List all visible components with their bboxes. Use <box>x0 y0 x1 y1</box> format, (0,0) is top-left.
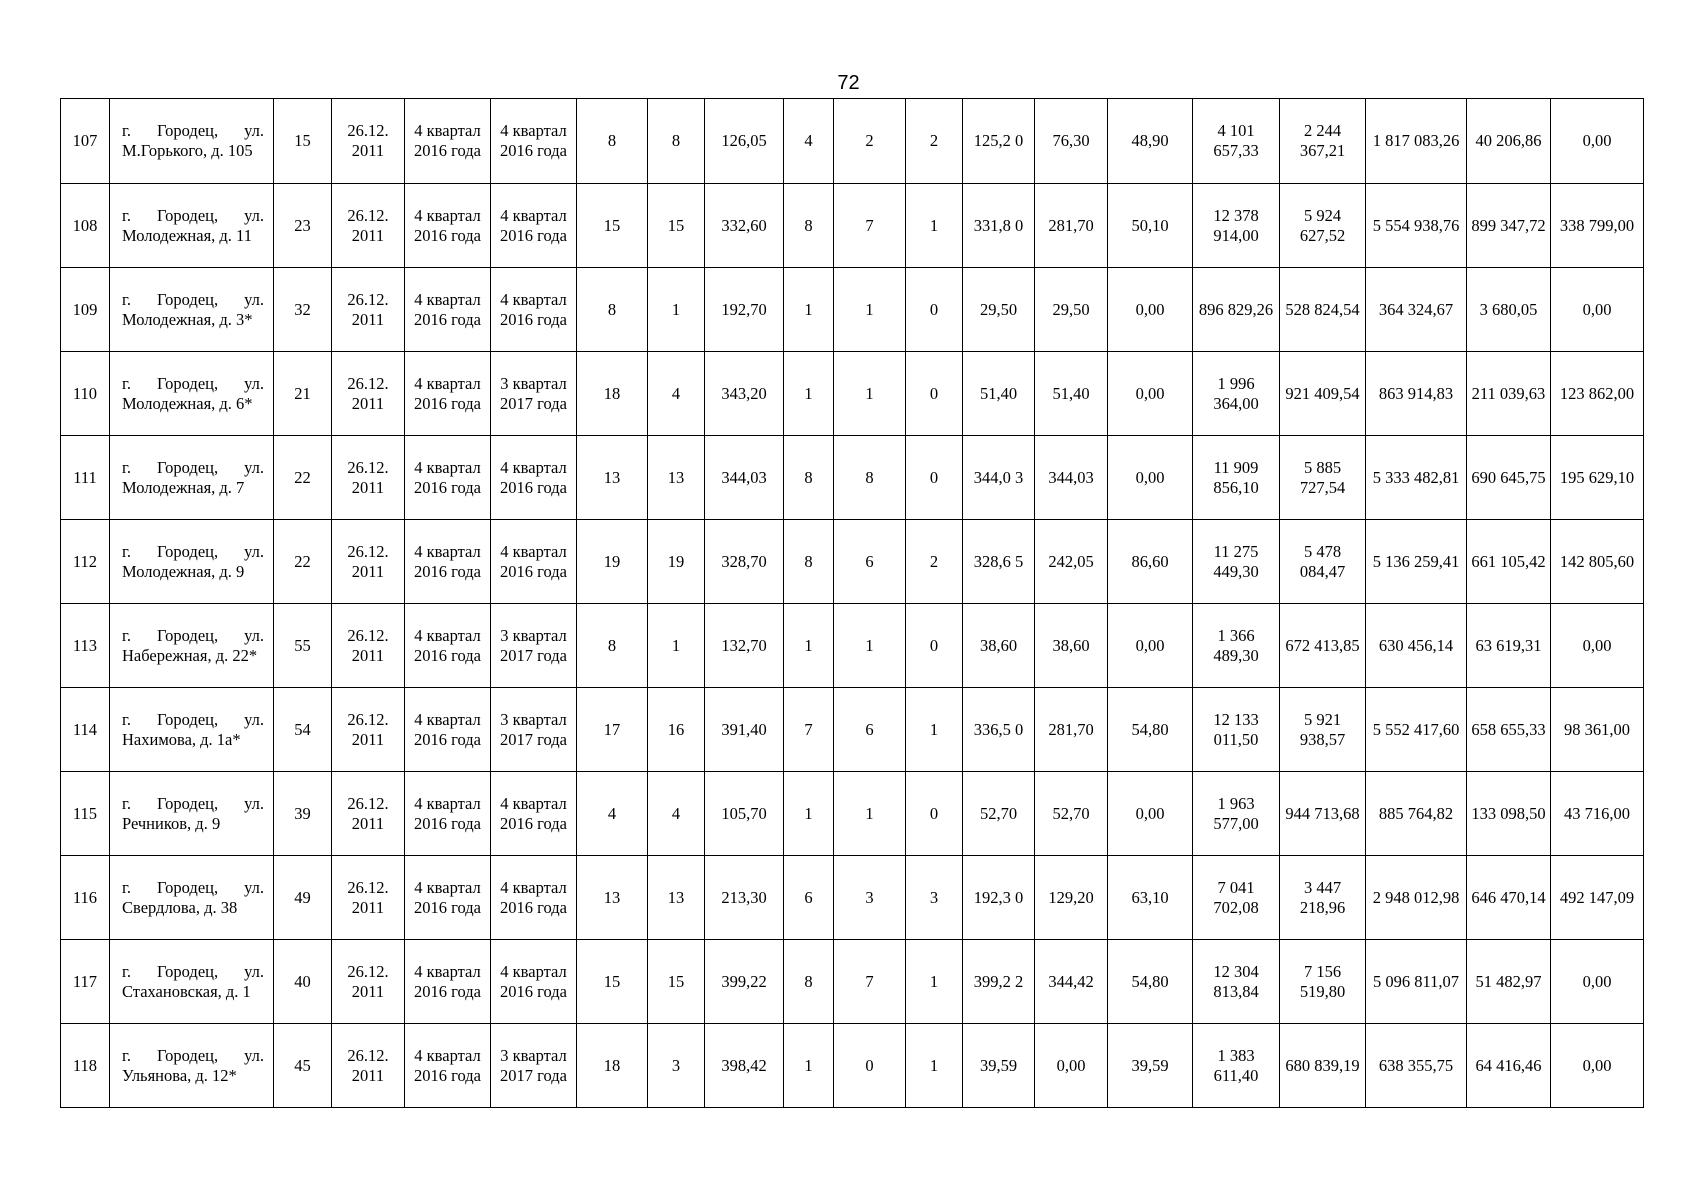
area-type-a-cell: 344,42 <box>1035 940 1108 1024</box>
address-cell: г. Городец, ул. Речников, д. 9 <box>110 772 274 856</box>
address-cell: г. Городец, ул. Молодежная, д. 3* <box>110 268 274 352</box>
apartments-count-cell: 22 <box>274 436 332 520</box>
row-number: 112 <box>61 520 110 604</box>
completion-quarter-cell: 3 квартал 2017 года <box>491 604 577 688</box>
cost-region-cell: 5 333 482,81 <box>1366 436 1467 520</box>
apartments-count-cell: 15 <box>274 99 332 184</box>
units-type-b-cell: 0 <box>906 604 963 688</box>
table-row <box>61 436 1644 520</box>
units-type-a-cell: 0 <box>834 1024 906 1108</box>
cost-region-cell: 5 554 938,76 <box>1366 184 1467 268</box>
cost-municipal-cell: 64 416,46 <box>1467 1024 1551 1108</box>
cost-total-cell: 1 963 577,00 <box>1193 772 1280 856</box>
area-resettled-cell: 39,59 <box>963 1024 1035 1108</box>
units-total-cell: 4 <box>784 99 834 184</box>
date-cell: 26.12. 2011 <box>332 604 405 688</box>
cost-municipal-cell: 3 680,05 <box>1467 268 1551 352</box>
apartments-count-cell: 22 <box>274 520 332 604</box>
row-number: 116 <box>61 856 110 940</box>
cost-municipal-cell: 658 655,33 <box>1467 688 1551 772</box>
cost-municipal-cell: 63 619,31 <box>1467 604 1551 688</box>
cost-extra-cell: 0,00 <box>1551 99 1644 184</box>
area-type-a-cell: 344,03 <box>1035 436 1108 520</box>
area-total-cell: 213,30 <box>705 856 784 940</box>
cost-region-cell: 2 948 012,98 <box>1366 856 1467 940</box>
resettled-total-cell: 8 <box>577 99 648 184</box>
units-type-b-cell: 2 <box>906 99 963 184</box>
units-type-a-cell: 6 <box>834 520 906 604</box>
planned-quarter-cell: 4 квартал 2016 года <box>405 1024 491 1108</box>
units-type-a-cell: 2 <box>834 99 906 184</box>
cost-extra-cell: 492 147,09 <box>1551 856 1644 940</box>
address-cell: г. Городец, ул. Свердлова, д. 38 <box>110 856 274 940</box>
cost-fund-cell: 5 478 084,47 <box>1280 520 1366 604</box>
apartments-count-cell: 21 <box>274 352 332 436</box>
page-number: 72 <box>837 72 860 94</box>
address-cell: г. Городец, ул. Молодежная, д. 11 <box>110 184 274 268</box>
table-row <box>61 184 1644 268</box>
resettled-count-cell: 15 <box>648 940 705 1024</box>
completion-quarter-cell: 4 квартал 2016 года <box>491 856 577 940</box>
units-type-b-cell: 1 <box>906 688 963 772</box>
units-total-cell: 1 <box>784 1024 834 1108</box>
cost-total-cell: 896 829,26 <box>1193 268 1280 352</box>
area-type-a-cell: 281,70 <box>1035 184 1108 268</box>
address-cell: г. Городец, ул. Молодежная, д. 9 <box>110 520 274 604</box>
cost-extra-cell: 0,00 <box>1551 604 1644 688</box>
cost-total-cell: 7 041 702,08 <box>1193 856 1280 940</box>
cost-municipal-cell: 40 206,86 <box>1467 99 1551 184</box>
cost-extra-cell: 43 716,00 <box>1551 772 1644 856</box>
cost-region-cell: 5 096 811,07 <box>1366 940 1467 1024</box>
planned-quarter-cell: 4 квартал 2016 года <box>405 604 491 688</box>
units-total-cell: 7 <box>784 688 834 772</box>
address-cell: г. Городец, ул. Молодежная, д. 6* <box>110 352 274 436</box>
date-cell: 26.12. 2011 <box>332 99 405 184</box>
area-type-b-cell: 86,60 <box>1108 520 1193 604</box>
cost-municipal-cell: 133 098,50 <box>1467 772 1551 856</box>
area-type-a-cell: 38,60 <box>1035 604 1108 688</box>
row-number: 118 <box>61 1024 110 1108</box>
area-type-a-cell: 51,40 <box>1035 352 1108 436</box>
cost-fund-cell: 680 839,19 <box>1280 1024 1366 1108</box>
area-type-b-cell: 39,59 <box>1108 1024 1193 1108</box>
area-resettled-cell: 344,0 3 <box>963 436 1035 520</box>
apartments-count-cell: 45 <box>274 1024 332 1108</box>
area-total-cell: 126,05 <box>705 99 784 184</box>
area-type-b-cell: 0,00 <box>1108 772 1193 856</box>
area-resettled-cell: 125,2 0 <box>963 99 1035 184</box>
units-type-b-cell: 1 <box>906 1024 963 1108</box>
resettled-count-cell: 8 <box>648 99 705 184</box>
cost-extra-cell: 98 361,00 <box>1551 688 1644 772</box>
area-type-a-cell: 29,50 <box>1035 268 1108 352</box>
area-type-a-cell: 242,05 <box>1035 520 1108 604</box>
units-type-a-cell: 1 <box>834 604 906 688</box>
row-number: 113 <box>61 604 110 688</box>
area-total-cell: 391,40 <box>705 688 784 772</box>
area-total-cell: 105,70 <box>705 772 784 856</box>
completion-quarter-cell: 4 квартал 2016 года <box>491 184 577 268</box>
planned-quarter-cell: 4 квартал 2016 года <box>405 99 491 184</box>
cost-extra-cell: 195 629,10 <box>1551 436 1644 520</box>
units-total-cell: 1 <box>784 772 834 856</box>
cost-fund-cell: 5 924 627,52 <box>1280 184 1366 268</box>
table-row <box>61 520 1644 604</box>
planned-quarter-cell: 4 квартал 2016 года <box>405 268 491 352</box>
apartments-count-cell: 39 <box>274 772 332 856</box>
apartments-count-cell: 40 <box>274 940 332 1024</box>
resettled-count-cell: 4 <box>648 352 705 436</box>
units-type-a-cell: 6 <box>834 688 906 772</box>
units-total-cell: 1 <box>784 268 834 352</box>
units-type-b-cell: 0 <box>906 352 963 436</box>
cost-total-cell: 12 304 813,84 <box>1193 940 1280 1024</box>
units-type-a-cell: 3 <box>834 856 906 940</box>
table-row <box>61 604 1644 688</box>
table-row <box>61 268 1644 352</box>
apartments-count-cell: 54 <box>274 688 332 772</box>
area-total-cell: 332,60 <box>705 184 784 268</box>
area-resettled-cell: 331,8 0 <box>963 184 1035 268</box>
area-total-cell: 328,70 <box>705 520 784 604</box>
units-total-cell: 8 <box>784 184 834 268</box>
table-row <box>61 772 1644 856</box>
area-total-cell: 192,70 <box>705 268 784 352</box>
planned-quarter-cell: 4 квартал 2016 года <box>405 436 491 520</box>
row-number: 108 <box>61 184 110 268</box>
resettled-total-cell: 19 <box>577 520 648 604</box>
units-total-cell: 1 <box>784 604 834 688</box>
units-type-a-cell: 7 <box>834 940 906 1024</box>
units-type-a-cell: 7 <box>834 184 906 268</box>
row-number: 115 <box>61 772 110 856</box>
apartments-count-cell: 23 <box>274 184 332 268</box>
row-number: 109 <box>61 268 110 352</box>
cost-total-cell: 11 909 856,10 <box>1193 436 1280 520</box>
table-row <box>61 352 1644 436</box>
cost-fund-cell: 3 447 218,96 <box>1280 856 1366 940</box>
area-type-a-cell: 281,70 <box>1035 688 1108 772</box>
completion-quarter-cell: 4 квартал 2016 года <box>491 940 577 1024</box>
area-resettled-cell: 38,60 <box>963 604 1035 688</box>
area-type-b-cell: 50,10 <box>1108 184 1193 268</box>
row-number: 117 <box>61 940 110 1024</box>
cost-municipal-cell: 690 645,75 <box>1467 436 1551 520</box>
cost-region-cell: 5 552 417,60 <box>1366 688 1467 772</box>
area-resettled-cell: 192,3 0 <box>963 856 1035 940</box>
date-cell: 26.12. 2011 <box>332 184 405 268</box>
area-type-b-cell: 54,80 <box>1108 688 1193 772</box>
area-type-b-cell: 48,90 <box>1108 99 1193 184</box>
resettled-count-cell: 16 <box>648 688 705 772</box>
address-cell: г. Городец, ул. Ульянова, д. 12* <box>110 1024 274 1108</box>
cost-fund-cell: 2 244 367,21 <box>1280 99 1366 184</box>
row-number: 114 <box>61 688 110 772</box>
cost-fund-cell: 528 824,54 <box>1280 268 1366 352</box>
completion-quarter-cell: 4 квартал 2016 года <box>491 520 577 604</box>
cost-fund-cell: 921 409,54 <box>1280 352 1366 436</box>
area-type-a-cell: 52,70 <box>1035 772 1108 856</box>
cost-fund-cell: 672 413,85 <box>1280 604 1366 688</box>
planned-quarter-cell: 4 квартал 2016 года <box>405 688 491 772</box>
resettled-count-cell: 1 <box>648 604 705 688</box>
cost-region-cell: 885 764,82 <box>1366 772 1467 856</box>
housing-registry-table <box>60 98 1644 1108</box>
resettled-count-cell: 3 <box>648 1024 705 1108</box>
cost-fund-cell: 5 885 727,54 <box>1280 436 1366 520</box>
planned-quarter-cell: 4 квартал 2016 года <box>405 940 491 1024</box>
row-number: 111 <box>61 436 110 520</box>
units-type-b-cell: 0 <box>906 268 963 352</box>
cost-extra-cell: 142 805,60 <box>1551 520 1644 604</box>
units-total-cell: 8 <box>784 436 834 520</box>
resettled-total-cell: 18 <box>577 352 648 436</box>
area-type-b-cell: 0,00 <box>1108 268 1193 352</box>
address-cell: г. Городец, ул. Набережная, д. 22* <box>110 604 274 688</box>
cost-municipal-cell: 899 347,72 <box>1467 184 1551 268</box>
cost-region-cell: 1 817 083,26 <box>1366 99 1467 184</box>
row-number: 107 <box>61 99 110 184</box>
area-type-a-cell: 0,00 <box>1035 1024 1108 1108</box>
table-row <box>61 856 1644 940</box>
resettled-total-cell: 17 <box>577 688 648 772</box>
cost-municipal-cell: 51 482,97 <box>1467 940 1551 1024</box>
resettled-total-cell: 4 <box>577 772 648 856</box>
date-cell: 26.12. 2011 <box>332 520 405 604</box>
cost-municipal-cell: 661 105,42 <box>1467 520 1551 604</box>
units-type-b-cell: 1 <box>906 184 963 268</box>
units-type-a-cell: 1 <box>834 268 906 352</box>
cost-municipal-cell: 211 039,63 <box>1467 352 1551 436</box>
cost-fund-cell: 5 921 938,57 <box>1280 688 1366 772</box>
units-type-b-cell: 3 <box>906 856 963 940</box>
area-type-b-cell: 0,00 <box>1108 352 1193 436</box>
cost-municipal-cell: 646 470,14 <box>1467 856 1551 940</box>
planned-quarter-cell: 4 квартал 2016 года <box>405 184 491 268</box>
area-resettled-cell: 399,2 2 <box>963 940 1035 1024</box>
units-type-b-cell: 1 <box>906 940 963 1024</box>
units-type-a-cell: 8 <box>834 436 906 520</box>
cost-extra-cell: 123 862,00 <box>1551 352 1644 436</box>
resettled-total-cell: 8 <box>577 268 648 352</box>
units-type-b-cell: 2 <box>906 520 963 604</box>
cost-total-cell: 1 383 611,40 <box>1193 1024 1280 1108</box>
cost-extra-cell: 0,00 <box>1551 268 1644 352</box>
date-cell: 26.12. 2011 <box>332 436 405 520</box>
cost-region-cell: 630 456,14 <box>1366 604 1467 688</box>
area-resettled-cell: 51,40 <box>963 352 1035 436</box>
units-total-cell: 8 <box>784 940 834 1024</box>
date-cell: 26.12. 2011 <box>332 856 405 940</box>
units-total-cell: 6 <box>784 856 834 940</box>
cost-total-cell: 12 133 011,50 <box>1193 688 1280 772</box>
address-cell: г. Городец, ул. М.Горького, д. 105 <box>110 99 274 184</box>
area-total-cell: 132,70 <box>705 604 784 688</box>
completion-quarter-cell: 3 квартал 2017 года <box>491 1024 577 1108</box>
address-cell: г. Городец, ул. Молодежная, д. 7 <box>110 436 274 520</box>
units-type-a-cell: 1 <box>834 352 906 436</box>
completion-quarter-cell: 3 квартал 2017 года <box>491 688 577 772</box>
area-type-a-cell: 76,30 <box>1035 99 1108 184</box>
resettled-count-cell: 4 <box>648 772 705 856</box>
completion-quarter-cell: 4 квартал 2016 года <box>491 436 577 520</box>
cost-extra-cell: 338 799,00 <box>1551 184 1644 268</box>
resettled-total-cell: 13 <box>577 436 648 520</box>
area-type-a-cell: 129,20 <box>1035 856 1108 940</box>
cost-extra-cell: 0,00 <box>1551 940 1644 1024</box>
area-type-b-cell: 0,00 <box>1108 436 1193 520</box>
apartments-count-cell: 49 <box>274 856 332 940</box>
apartments-count-cell: 32 <box>274 268 332 352</box>
cost-total-cell: 1 996 364,00 <box>1193 352 1280 436</box>
planned-quarter-cell: 4 квартал 2016 года <box>405 772 491 856</box>
area-total-cell: 399,22 <box>705 940 784 1024</box>
completion-quarter-cell: 3 квартал 2017 года <box>491 352 577 436</box>
resettled-count-cell: 13 <box>648 856 705 940</box>
completion-quarter-cell: 4 квартал 2016 года <box>491 772 577 856</box>
resettled-count-cell: 13 <box>648 436 705 520</box>
resettled-count-cell: 19 <box>648 520 705 604</box>
resettled-total-cell: 18 <box>577 1024 648 1108</box>
planned-quarter-cell: 4 квартал 2016 года <box>405 352 491 436</box>
cost-total-cell: 4 101 657,33 <box>1193 99 1280 184</box>
resettled-count-cell: 15 <box>648 184 705 268</box>
area-resettled-cell: 336,5 0 <box>963 688 1035 772</box>
cost-fund-cell: 944 713,68 <box>1280 772 1366 856</box>
units-type-b-cell: 0 <box>906 772 963 856</box>
area-type-b-cell: 54,80 <box>1108 940 1193 1024</box>
planned-quarter-cell: 4 квартал 2016 года <box>405 520 491 604</box>
row-number: 110 <box>61 352 110 436</box>
date-cell: 26.12. 2011 <box>332 940 405 1024</box>
area-type-b-cell: 0,00 <box>1108 604 1193 688</box>
completion-quarter-cell: 4 квартал 2016 года <box>491 268 577 352</box>
table-row <box>61 688 1644 772</box>
area-total-cell: 343,20 <box>705 352 784 436</box>
area-total-cell: 344,03 <box>705 436 784 520</box>
date-cell: 26.12. 2011 <box>332 688 405 772</box>
address-cell: г. Городец, ул. Стахановская, д. 1 <box>110 940 274 1024</box>
cost-total-cell: 12 378 914,00 <box>1193 184 1280 268</box>
resettled-total-cell: 15 <box>577 184 648 268</box>
cost-total-cell: 11 275 449,30 <box>1193 520 1280 604</box>
planned-quarter-cell: 4 квартал 2016 года <box>405 856 491 940</box>
area-resettled-cell: 29,50 <box>963 268 1035 352</box>
units-type-b-cell: 0 <box>906 436 963 520</box>
cost-total-cell: 1 366 489,30 <box>1193 604 1280 688</box>
units-type-a-cell: 1 <box>834 772 906 856</box>
date-cell: 26.12. 2011 <box>332 772 405 856</box>
date-cell: 26.12. 2011 <box>332 352 405 436</box>
area-total-cell: 398,42 <box>705 1024 784 1108</box>
units-total-cell: 8 <box>784 520 834 604</box>
area-resettled-cell: 52,70 <box>963 772 1035 856</box>
resettled-total-cell: 15 <box>577 940 648 1024</box>
address-cell: г. Городец, ул. Нахимова, д. 1а* <box>110 688 274 772</box>
table-row <box>61 99 1644 184</box>
apartments-count-cell: 55 <box>274 604 332 688</box>
cost-fund-cell: 7 156 519,80 <box>1280 940 1366 1024</box>
table-row <box>61 940 1644 1024</box>
date-cell: 26.12. 2011 <box>332 1024 405 1108</box>
resettled-count-cell: 1 <box>648 268 705 352</box>
cost-region-cell: 5 136 259,41 <box>1366 520 1467 604</box>
resettled-total-cell: 8 <box>577 604 648 688</box>
cost-region-cell: 364 324,67 <box>1366 268 1467 352</box>
units-total-cell: 1 <box>784 352 834 436</box>
resettled-total-cell: 13 <box>577 856 648 940</box>
area-type-b-cell: 63,10 <box>1108 856 1193 940</box>
table-row <box>61 1024 1644 1108</box>
completion-quarter-cell: 4 квартал 2016 года <box>491 99 577 184</box>
cost-extra-cell: 0,00 <box>1551 1024 1644 1108</box>
area-resettled-cell: 328,6 5 <box>963 520 1035 604</box>
date-cell: 26.12. 2011 <box>332 268 405 352</box>
cost-region-cell: 638 355,75 <box>1366 1024 1467 1108</box>
cost-region-cell: 863 914,83 <box>1366 352 1467 436</box>
